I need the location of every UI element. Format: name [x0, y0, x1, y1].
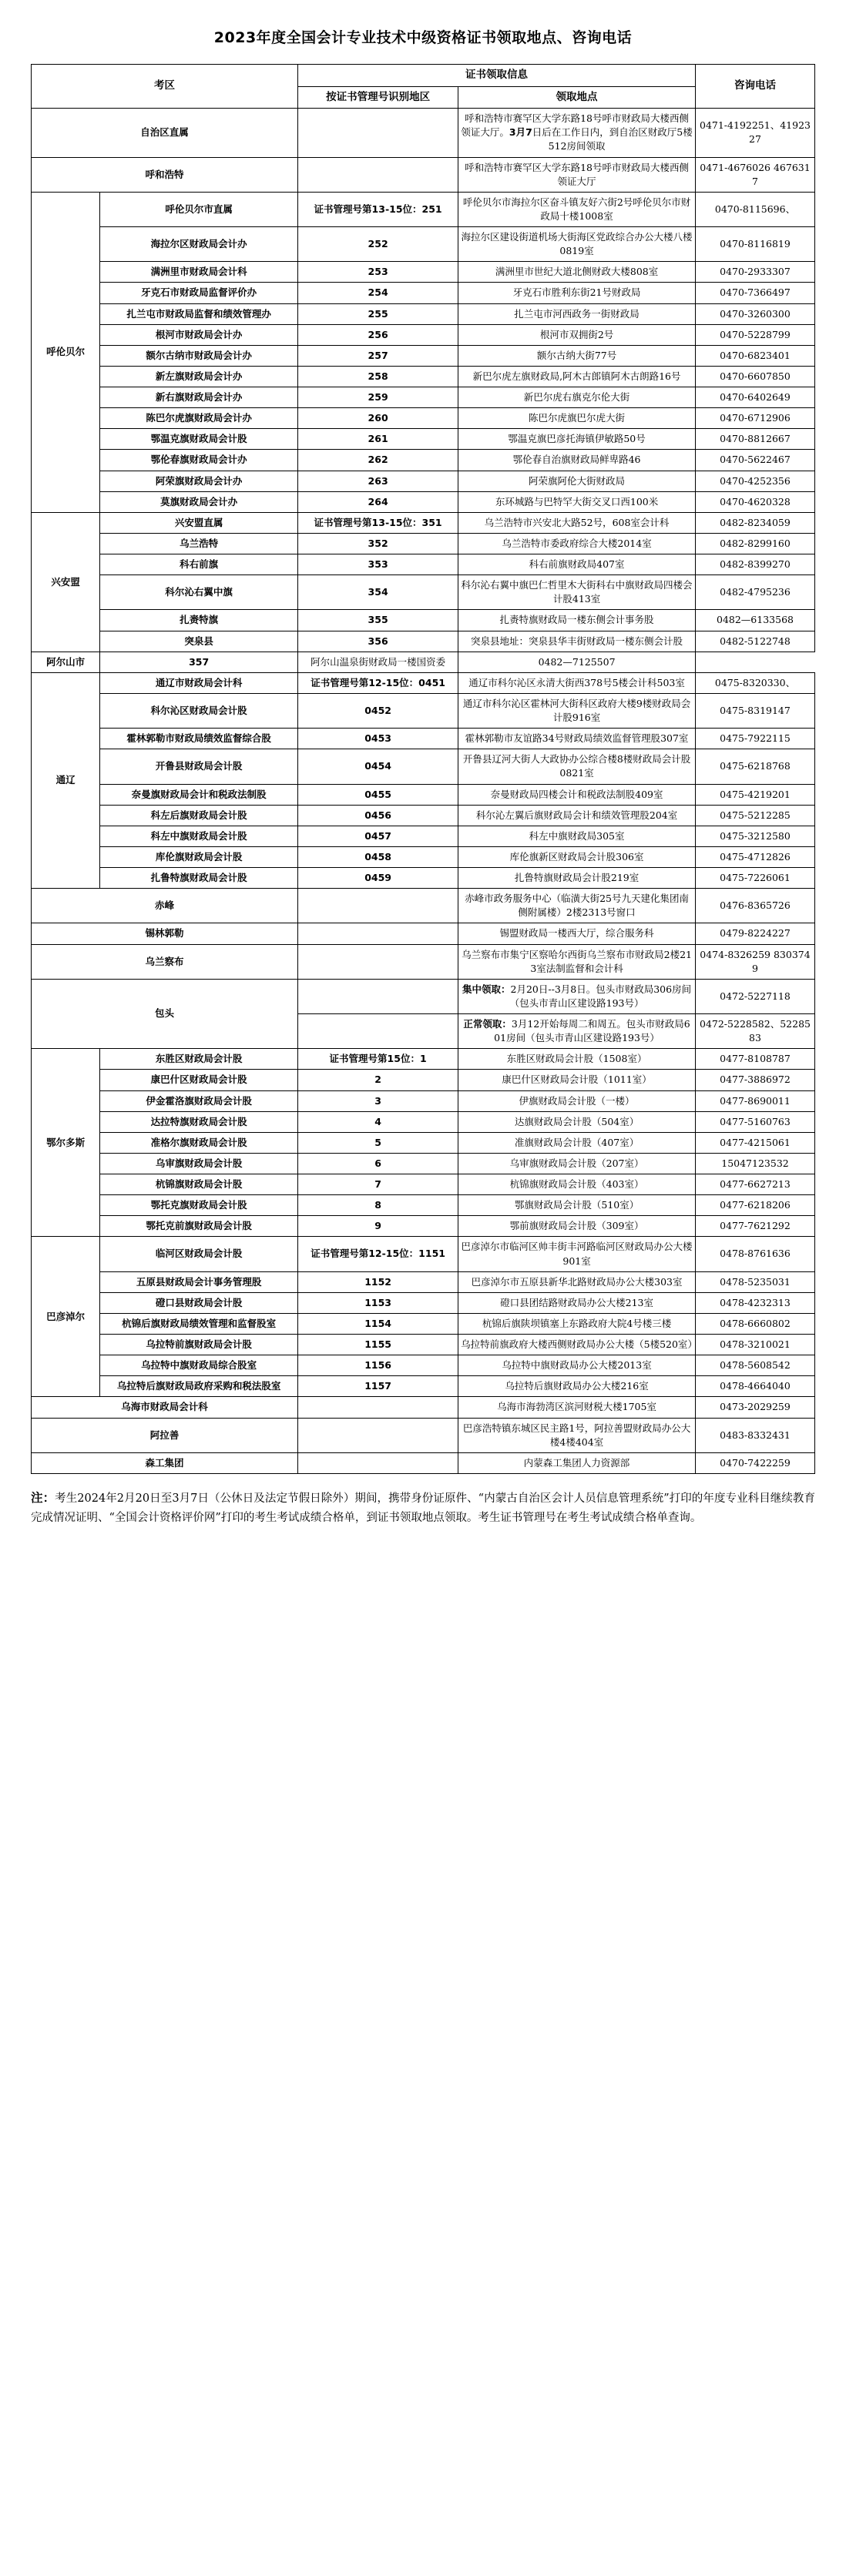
sub-region-cell: 鄂托克前旗财政局会计股: [100, 1216, 298, 1237]
note-label: 注：: [31, 1490, 55, 1505]
cert-code-cell: [298, 1418, 458, 1452]
table-row: [32, 491, 815, 512]
sub-region-cell: 科左后旗财政局会计股: [100, 805, 298, 826]
cert-code-cell: 1152: [298, 1271, 458, 1292]
sub-region-cell: 杭锦后旗财政局绩效管理和监督股室: [100, 1313, 298, 1334]
table-row: [32, 408, 815, 429]
phone-cell: 0475-8319147: [695, 693, 814, 728]
pickup-place-cell: 东胜区财政局会计股（1508室）: [458, 1049, 696, 1070]
table-row: [32, 1132, 815, 1153]
cert-code-cell: 0458: [298, 846, 458, 867]
sub-region-cell: 科尔沁右翼中旗: [100, 575, 298, 610]
phone-cell: 0477-7621292: [695, 1216, 814, 1237]
sub-region-cell: 通辽市财政局会计科: [100, 672, 298, 693]
cert-code-cell: 255: [298, 303, 458, 324]
sub-region-cell: 东胜区财政局会计股: [100, 1049, 298, 1070]
sub-region-cell: 乌拉特后旗财政局政府采购和税法股室: [100, 1376, 298, 1397]
phone-cell: 0482-4795236: [695, 575, 814, 610]
cert-code-cell: 0454: [298, 749, 458, 784]
cert-code-cell: 3: [298, 1090, 458, 1111]
region-cell: 巴彦淖尔: [32, 1237, 100, 1397]
phone-cell: 0477-8108787: [695, 1049, 814, 1070]
cert-code-cell: 1156: [298, 1355, 458, 1376]
table-row: [32, 192, 815, 226]
table-row: [32, 1111, 815, 1132]
cert-code-cell: 1153: [298, 1292, 458, 1313]
phone-cell: 0470-8116819: [695, 227, 814, 262]
pickup-place-cell: 乌拉特后旗财政局办公大楼216室: [458, 1376, 696, 1397]
phone-cell: 0477-8690011: [695, 1090, 814, 1111]
pickup-place-cell: 新巴尔虎左旗财政局,阿木古郎镇阿木古朗路16号: [458, 366, 696, 387]
cert-code-cell: 0455: [298, 784, 458, 805]
table-row: [32, 944, 815, 979]
phone-cell: 0475-7226061: [695, 868, 814, 889]
pickup-place-cell: 鄂前旗财政局会计股（309室）: [458, 1216, 696, 1237]
table-row: [32, 868, 815, 889]
table-row: [32, 429, 815, 450]
pickup-place-cell: 扎鲁特旗财政局会计股219室: [458, 868, 696, 889]
region-cell: 鄂尔多斯: [32, 1049, 100, 1237]
cert-code-cell: 254: [298, 283, 458, 303]
phone-cell: 0470-4252356: [695, 471, 814, 491]
sub-region-cell: 额尔古纳市财政局会计办: [100, 345, 298, 366]
sub-region-cell: 根河市财政局会计办: [100, 324, 298, 345]
pickup-place-cell: 杭锦后旗陕坝镇塞上东路政府大院4号楼三楼: [458, 1313, 696, 1334]
cert-code-cell: 证书管理号第12-15位：0451: [298, 672, 458, 693]
sub-region-cell: 新左旗财政局会计办: [100, 366, 298, 387]
table-row: [32, 387, 815, 408]
sub-region-cell: 康巴什区财政局会计股: [100, 1070, 298, 1090]
table-row: [32, 303, 815, 324]
pickup-place-cell: 乌海市海勃湾区滨河财税大楼1705室: [458, 1397, 696, 1418]
table-row: [32, 923, 815, 944]
phone-cell: 0482—6133568: [695, 610, 814, 631]
pickup-place-cell: 阿荣旗阿伦大街财政局: [458, 471, 696, 491]
table-row: [32, 1313, 815, 1334]
pickup-place-cell: 突泉县地址：突泉县华丰街财政局一楼东侧会计股: [458, 631, 696, 652]
table-row: [32, 471, 815, 491]
sub-region-cell: 扎兰屯市财政局监督和绩效管理办: [100, 303, 298, 324]
sub-region-cell: 鄂托克旗财政局会计股: [100, 1195, 298, 1216]
footer-note: [31, 1488, 815, 1529]
cert-code-cell: [298, 1397, 458, 1418]
phone-cell: 0470-8115696、: [695, 192, 814, 226]
cert-code-cell: 353: [298, 554, 458, 575]
pickup-place-cell: 巴彦淖尔市临河区帅丰街丰河路临河区财政局办公大楼901室: [458, 1237, 696, 1271]
pickup-place-cell: 乌拉特中旗财政局办公大楼2013室: [458, 1355, 696, 1376]
cert-code-cell: 4: [298, 1111, 458, 1132]
phone-cell: 0470-2933307: [695, 262, 814, 283]
phone-cell: 0470-3260300: [695, 303, 814, 324]
cert-code-cell: 252: [298, 227, 458, 262]
sub-region-cell: 乌兰浩特: [100, 533, 298, 554]
table-row: [32, 554, 815, 575]
pickup-place-cell: 集中领取：2月20日--3月8日。包头市财政局306房间（包头市青山区建设路193号）: [458, 979, 696, 1013]
phone-cell: 0477-3886972: [695, 1070, 814, 1090]
phone-cell: 0477-6218206: [695, 1195, 814, 1216]
sub-region-cell: 阿尔山市: [32, 652, 100, 672]
pickup-place-cell: 乌拉特前旗政府大楼西侧财政局办公大楼（5楼520室）: [458, 1335, 696, 1355]
pickup-place-cell: 鄂旗财政局会计股（510室）: [458, 1195, 696, 1216]
pickup-place-cell: 锡盟财政局一楼西大厅，综合服务科: [458, 923, 696, 944]
table-row: [32, 324, 815, 345]
pickup-place-cell: 科尔沁左翼后旗财政局会计和绩效管理股204室: [458, 805, 696, 826]
phone-cell: 0471-4676026 4676317: [695, 157, 814, 192]
pickup-place-cell: 正常领取：3月12开始每周二和周五。包头市财政局601房间（包头市青山区建设路193号）: [458, 1014, 696, 1049]
table-row: [32, 109, 815, 157]
region-cell: 通辽: [32, 672, 100, 888]
table-row: [32, 846, 815, 867]
pickup-place-cell: 霍林郭勒市友谊路34号财政局绩效监督管理股307室: [458, 729, 696, 749]
phone-cell: 0478-4664040: [695, 1376, 814, 1397]
phone-cell: 0477-5160763: [695, 1111, 814, 1132]
phone-cell: 0475-3212580: [695, 826, 814, 846]
sub-region-cell: 阿拉善: [32, 1418, 298, 1452]
phone-cell: 0476-8365726: [695, 889, 814, 923]
cert-code-cell: 257: [298, 345, 458, 366]
table-row: [32, 227, 815, 262]
cert-code-cell: 355: [298, 610, 458, 631]
table-row: [32, 1271, 815, 1292]
header-phone: 咨询电话: [695, 65, 814, 109]
cert-code-cell: 9: [298, 1216, 458, 1237]
phone-cell: 0482-8299160: [695, 533, 814, 554]
cert-code-cell: 2: [298, 1070, 458, 1090]
phone-cell: 0479-8224227: [695, 923, 814, 944]
phone-cell: 0470-7422259: [695, 1452, 814, 1473]
cert-code-cell: 0457: [298, 826, 458, 846]
sub-region-cell: 霍林郭勒市财政局绩效监督综合股: [100, 729, 298, 749]
pickup-place-cell: 奈曼财政局四楼会计和税政法制股409室: [458, 784, 696, 805]
cert-code-cell: [298, 979, 458, 1013]
sub-region-cell: 准格尔旗财政局会计股: [100, 1132, 298, 1153]
region-cell: 呼伦贝尔: [32, 192, 100, 512]
sub-region-cell: 鄂伦春旗财政局会计办: [100, 450, 298, 471]
pickup-place-cell: 科右前旗财政局407室: [458, 554, 696, 575]
phone-cell: 0478-5235031: [695, 1271, 814, 1292]
header-region: 考区: [32, 65, 298, 109]
emphasis-text: 集中领取：: [462, 983, 511, 995]
phone-cell: 0478-4232313: [695, 1292, 814, 1313]
cert-code-cell: [298, 944, 458, 979]
cert-code-cell: 264: [298, 491, 458, 512]
table-row: [32, 889, 815, 923]
emphasis-text: 3月7: [509, 126, 532, 139]
pickup-place-cell: 赤峰市政务服务中心（临潢大街25号九天建化集团南侧附属楼）2楼2313号窗口: [458, 889, 696, 923]
sub-region-cell: 科左中旗财政局会计股: [100, 826, 298, 846]
sub-region-cell: 五原县财政局会计事务管理股: [100, 1271, 298, 1292]
table-row: [32, 1070, 815, 1090]
pickup-place-cell: 扎赉特旗财政局一楼东侧会计事务股: [458, 610, 696, 631]
phone-cell: 0470-6402649: [695, 387, 814, 408]
phone-cell: 0470-6823401: [695, 345, 814, 366]
pickup-place-cell: 乌兰浩特市兴安北大路52号，608室会计科: [458, 512, 696, 533]
table-row: [32, 533, 815, 554]
sub-region-cell: 杭锦旗财政局会计股: [100, 1174, 298, 1195]
sub-region-cell: 库伦旗财政局会计股: [100, 846, 298, 867]
phone-cell: 0477-6627213: [695, 1174, 814, 1195]
sub-region-cell: 科右前旗: [100, 554, 298, 575]
sub-region-cell: 锡林郭勒: [32, 923, 298, 944]
cert-code-cell: 258: [298, 366, 458, 387]
phone-cell: 0475-7922115: [695, 729, 814, 749]
sub-region-cell: 临河区财政局会计股: [100, 1237, 298, 1271]
header-cert-info: 证书领取信息: [298, 65, 696, 87]
table-row: [32, 749, 815, 784]
cert-code-cell: 1154: [298, 1313, 458, 1334]
pickup-place-cell: 开鲁县辽河大街人大政协办公综合楼8楼财政局会计股0821室: [458, 749, 696, 784]
phone-cell: 0471-4192251、4192327: [695, 109, 814, 157]
header-place: 领取地点: [458, 86, 696, 109]
phone-cell: 0483-8332431: [695, 1418, 814, 1452]
phone-cell: 0477-4215061: [695, 1132, 814, 1153]
sub-region-cell: 乌兰察布: [32, 944, 298, 979]
pickup-place-cell: 巴彦浩特镇东城区民主路1号，阿拉善盟财政局办公大楼4楼404室: [458, 1418, 696, 1452]
table-row: [32, 672, 815, 693]
table-row: [32, 805, 815, 826]
pickup-place-cell: 新巴尔虎右旗克尔伦大街: [458, 387, 696, 408]
cert-code-cell: [298, 1014, 458, 1049]
phone-cell: 0478-3210021: [695, 1335, 814, 1355]
pickup-place-cell: 库伦旗新区财政局会计股306室: [458, 846, 696, 867]
phone-cell: 0470-6712906: [695, 408, 814, 429]
page-title: 2023年度全国会计专业技术中级资格证书领取地点、咨询电话: [213, 29, 633, 46]
table-row: [32, 1237, 815, 1271]
sub-region-cell: 扎鲁特旗财政局会计股: [100, 868, 298, 889]
pickup-place-cell: 阿尔山温泉街财政局一楼国资委: [298, 652, 458, 672]
pickup-place-cell: 乌兰浩特市委政府综合大楼2014室: [458, 533, 696, 554]
table-row: [32, 450, 815, 471]
cert-code-cell: 263: [298, 471, 458, 491]
table-body: [32, 109, 815, 1474]
phone-cell: 0482-5122748: [695, 631, 814, 652]
sub-region-cell: 森工集团: [32, 1452, 298, 1473]
sub-region-cell: 扎赉特旗: [100, 610, 298, 631]
cert-code-cell: 352: [298, 533, 458, 554]
cert-code-cell: 356: [298, 631, 458, 652]
phone-cell: 0475-4219201: [695, 784, 814, 805]
certificate-pickup-table: [31, 64, 815, 1474]
table-row: [32, 1397, 815, 1418]
phone-cell: 0482-8399270: [695, 554, 814, 575]
sub-region-cell: 乌海市财政局会计科: [32, 1397, 298, 1418]
phone-cell: 0475-5212285: [695, 805, 814, 826]
phone-cell: 0482-8234059: [695, 512, 814, 533]
phone-cell: 0472-5227118: [695, 979, 814, 1013]
pickup-place-cell: 乌兰察布市集宁区察哈尔西街乌兰察布市财政局2楼213室法制监督和会计科: [458, 944, 696, 979]
table-header: [32, 65, 815, 109]
phone-cell: 0470-7366497: [695, 283, 814, 303]
table-row: [32, 1174, 815, 1195]
sub-region-cell: 达拉特旗财政局会计股: [100, 1111, 298, 1132]
sub-region-cell: 乌拉特中旗财政局综合股室: [100, 1355, 298, 1376]
emphasis-text: 正常领取：: [463, 1018, 512, 1030]
cert-code-cell: 253: [298, 262, 458, 283]
phone-cell: 0482—7125507: [458, 652, 696, 672]
sub-region-cell: 满洲里市财政局会计科: [100, 262, 298, 283]
table-row: [32, 1090, 815, 1111]
table-row: [32, 1216, 815, 1237]
cert-code-cell: 8: [298, 1195, 458, 1216]
sub-region-cell: 乌拉特前旗财政局会计股: [100, 1335, 298, 1355]
phone-cell: 0470-5622467: [695, 450, 814, 471]
phone-cell: 0478-8761636: [695, 1237, 814, 1271]
sub-region-cell: 兴安盟直属: [100, 512, 298, 533]
phone-cell: 0470-6607850: [695, 366, 814, 387]
sub-region-cell: 磴口县财政局会计股: [100, 1292, 298, 1313]
sub-region-cell: 呼伦贝尔市直属: [100, 192, 298, 226]
sub-region-cell: 阿荣旗财政局会计办: [100, 471, 298, 491]
pickup-place-cell: 通辽市科尔沁区霍林河大街科区政府大楼9楼财政局会计股916室: [458, 693, 696, 728]
table-row: [32, 1418, 815, 1452]
phone-cell: 0474-8326259 8303749: [695, 944, 814, 979]
pickup-place-cell: 呼和浩特市赛罕区大学东路18号呼市财政局大楼西侧领证大厅: [458, 157, 696, 192]
pickup-place-cell: 呼伦贝尔市海拉尔区奋斗镇友好六街2号呼伦贝尔市财政局十楼1008室: [458, 192, 696, 226]
sub-region-cell: 鄂温克旗财政局会计股: [100, 429, 298, 450]
table-row: [32, 283, 815, 303]
sub-region-cell: 乌审旗财政局会计股: [100, 1153, 298, 1174]
cert-code-cell: [298, 157, 458, 192]
pickup-place-cell: 巴彦淖尔市五原县新华北路财政局办公大楼303室: [458, 1271, 696, 1292]
pickup-place-cell: 康巴什区财政局会计股（1011室）: [458, 1070, 696, 1090]
cert-code-cell: 0452: [298, 693, 458, 728]
header-row-1: [32, 65, 815, 87]
table-row: [32, 1335, 815, 1355]
cert-code-cell: 256: [298, 324, 458, 345]
phone-cell: 0475-6218768: [695, 749, 814, 784]
table-row: [32, 631, 815, 652]
sub-region-cell: 莫旗财政局会计办: [100, 491, 298, 512]
cert-code-cell: 357: [100, 652, 298, 672]
table-row: [32, 366, 815, 387]
table-row: [32, 784, 815, 805]
table-row: [32, 345, 815, 366]
cert-code-cell: 证书管理号第12-15位：1151: [298, 1237, 458, 1271]
pickup-place-cell: 牙克石市胜利东街21号财政局: [458, 283, 696, 303]
pickup-place-cell: 科左中旗财政局305室: [458, 826, 696, 846]
header-code-rule: 按证书管理号识别地区: [298, 86, 458, 109]
sub-region-cell: 海拉尔区财政局会计办: [100, 227, 298, 262]
cert-code-cell: 0456: [298, 805, 458, 826]
sub-region-cell: 科尔沁区财政局会计股: [100, 693, 298, 728]
pickup-place-cell: 海拉尔区建设街道机场大街海区党政综合办公大楼八楼0819室: [458, 227, 696, 262]
table-row: [32, 729, 815, 749]
cert-code-cell: 260: [298, 408, 458, 429]
pickup-place-cell: 根河市双拥街2号: [458, 324, 696, 345]
table-row: [32, 826, 815, 846]
sub-region-cell: 赤峰: [32, 889, 298, 923]
table-row: [32, 1452, 815, 1473]
sub-region-cell: 伊金霍洛旗财政局会计股: [100, 1090, 298, 1111]
phone-cell: 0478-5608542: [695, 1355, 814, 1376]
pickup-place-cell: 呼和浩特市赛罕区大学东路18号呼市财政局大楼西侧领证大厅。3月7日后在工作日内，到自治区财政厅5楼512房间领取: [458, 109, 696, 157]
sub-region-cell: 呼和浩特: [32, 157, 298, 192]
phone-cell: 0473-2029259: [695, 1397, 814, 1418]
table-row: [32, 610, 815, 631]
sub-region-cell: 新右旗财政局会计办: [100, 387, 298, 408]
table-row: [32, 575, 815, 610]
table-row: [32, 1153, 815, 1174]
note-text: 考生2024年2月20日至3月7日（公休日及法定节假日除外）期间，携带身份证原件、“内蒙古自治区会计人员信息管理系统”打印的年度专业科目继续教育完成情况证明、“全国会计资格评价网”打印的考生考试成绩合格单，到证书领取地点领取。考生证书管理号在考生考试成绩合格单查询。: [31, 1492, 815, 1525]
phone-cell: 0472-5228582、5228583: [695, 1014, 814, 1049]
cert-code-cell: 证书管理号第13-15位：351: [298, 512, 458, 533]
table-row: [32, 693, 815, 728]
sub-region-cell: 开鲁县财政局会计股: [100, 749, 298, 784]
cert-code-cell: 0459: [298, 868, 458, 889]
sub-region-cell: 包头: [32, 979, 298, 1049]
table-row: [32, 979, 815, 1013]
table-row: [32, 512, 815, 533]
pickup-place-cell: 杭锦旗财政局会计股（403室）: [458, 1174, 696, 1195]
table-row: [32, 652, 815, 672]
cert-code-cell: 354: [298, 575, 458, 610]
cert-code-cell: 1157: [298, 1376, 458, 1397]
cert-code-cell: 259: [298, 387, 458, 408]
phone-cell: 0478-6660802: [695, 1313, 814, 1334]
sub-region-cell: 陈巴尔虎旗财政局会计办: [100, 408, 298, 429]
table-row: [32, 1049, 815, 1070]
table-row: [32, 1355, 815, 1376]
cert-code-cell: [298, 889, 458, 923]
table-row: [32, 1292, 815, 1313]
sub-region-cell: 自治区直属: [32, 109, 298, 157]
pickup-place-cell: 鄂温克旗巴彦托海镇伊敏路50号: [458, 429, 696, 450]
table-row: [32, 1195, 815, 1216]
pickup-place-cell: 满洲里市世纪大道北侧财政大楼808室: [458, 262, 696, 283]
cert-code-cell: 6: [298, 1153, 458, 1174]
sub-region-cell: 牙克石市财政局监督评价办: [100, 283, 298, 303]
cert-code-cell: 261: [298, 429, 458, 450]
sub-region-cell: 奈曼旗财政局会计和税政法制股: [100, 784, 298, 805]
pickup-place-cell: 扎兰屯市河西政务一街财政局: [458, 303, 696, 324]
phone-cell: 0470-5228799: [695, 324, 814, 345]
pickup-place-cell: 准旗财政局会计股（407室）: [458, 1132, 696, 1153]
cert-code-cell: 0453: [298, 729, 458, 749]
pickup-place-cell: 科尔沁右翼中旗巴仁哲里木大街科右中旗财政局四楼会计股413室: [458, 575, 696, 610]
pickup-place-cell: 通辽市科尔沁区永清大街西378号5楼会计科503室: [458, 672, 696, 693]
table-row: [32, 262, 815, 283]
pickup-place-cell: 额尔古纳大街77号: [458, 345, 696, 366]
phone-cell: 0470-8812667: [695, 429, 814, 450]
pickup-place-cell: 达旗财政局会计股（504室）: [458, 1111, 696, 1132]
phone-cell: 0475-4712826: [695, 846, 814, 867]
cert-code-cell: [298, 109, 458, 157]
cert-code-cell: 5: [298, 1132, 458, 1153]
pickup-place-cell: 乌审旗财政局会计股（207室）: [458, 1153, 696, 1174]
region-cell: 兴安盟: [32, 512, 100, 652]
pickup-place-cell: 陈巴尔虎旗巴尔虎大街: [458, 408, 696, 429]
pickup-place-cell: 东环城路与巴特罕大街交叉口西100米: [458, 491, 696, 512]
cert-code-cell: 证书管理号第13-15位：251: [298, 192, 458, 226]
cert-code-cell: 1155: [298, 1335, 458, 1355]
table-row: [32, 1376, 815, 1397]
cert-code-cell: 7: [298, 1174, 458, 1195]
phone-cell: 0475-8320330、: [695, 672, 814, 693]
pickup-place-cell: 内蒙森工集团人力资源部: [458, 1452, 696, 1473]
phone-cell: 15047123532: [695, 1153, 814, 1174]
cert-code-cell: [298, 923, 458, 944]
table-row: [32, 157, 815, 192]
pickup-place-cell: 鄂伦春自治旗财政局鲜卑路46: [458, 450, 696, 471]
cert-code-cell: 262: [298, 450, 458, 471]
cert-code-cell: [298, 1452, 458, 1473]
cert-code-cell: 证书管理号第15位：1: [298, 1049, 458, 1070]
pickup-place-cell: 伊旗财政局会计股（一楼）: [458, 1090, 696, 1111]
sub-region-cell: 突泉县: [100, 631, 298, 652]
phone-cell: 0470-4620328: [695, 491, 814, 512]
pickup-place-cell: 磴口县团结路财政局办公大楼213室: [458, 1292, 696, 1313]
